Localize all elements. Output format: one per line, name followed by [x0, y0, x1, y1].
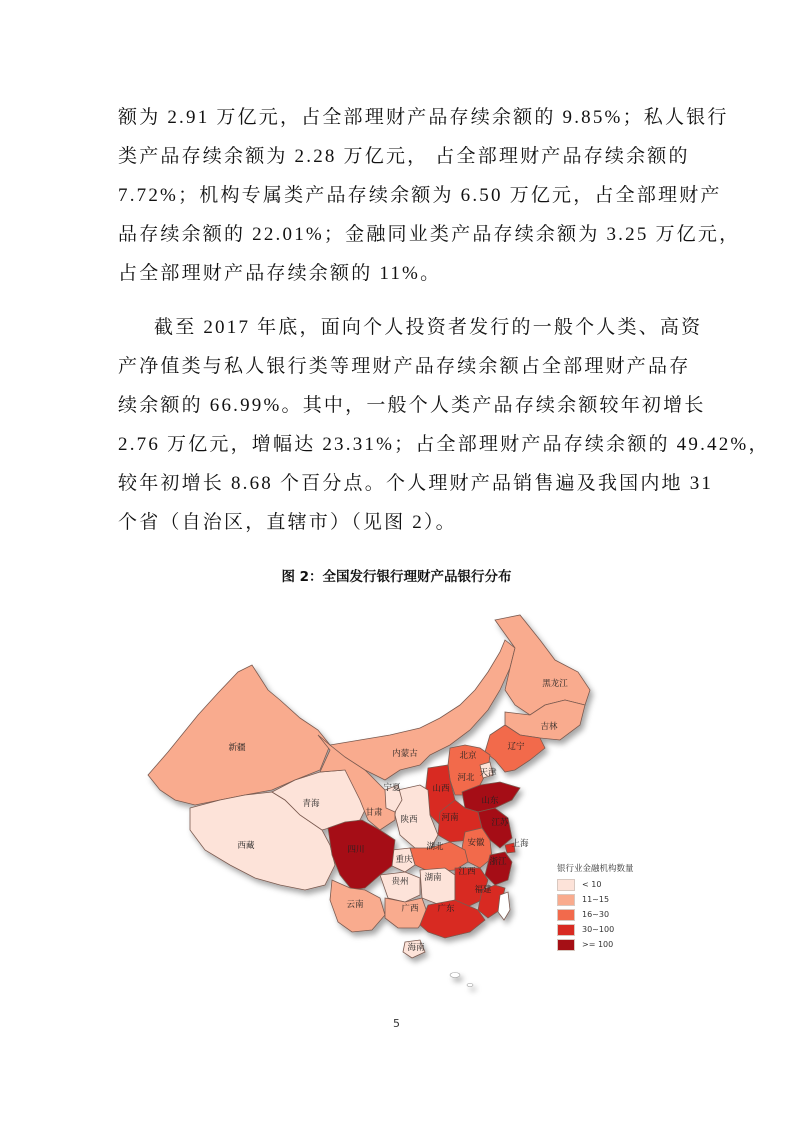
- legend-swatch: [557, 879, 575, 891]
- text-line: 个省（自治区，直辖市）（见图 2）。: [118, 512, 457, 533]
- text-line: 2.76 万亿元，增幅达 23.31%；占全部理财产品存续余额的 49.42%，: [118, 434, 770, 455]
- label-fujian: 福建: [474, 885, 492, 895]
- legend-item: [557, 877, 634, 892]
- label-hebei: 河北: [457, 773, 475, 783]
- label-ningxia: 宁夏: [383, 783, 401, 793]
- island-shape: [450, 973, 460, 978]
- label-chongqing: 重庆: [395, 855, 413, 865]
- legend-label: 30~100: [582, 925, 615, 934]
- text-line: 7.72%；机构专属类产品存续余额为 6.50 万亿元，占全部理财产: [118, 185, 722, 206]
- label-shanghai: 上海: [511, 839, 529, 849]
- text-line: 产净值类与私人银行类等理财产品存续余额占全部理财产品存: [118, 356, 691, 377]
- label-jiangxi: 江西: [458, 867, 476, 877]
- text-line: 续余额的 66.99%。其中，一般个人类产品存续余额较年初增长: [118, 395, 706, 416]
- label-shanxi: 山西: [432, 784, 450, 794]
- label-guangdong: 广东: [437, 904, 455, 914]
- text-line: 额为 2.91 万亿元，占全部理财产品存续余额的 9.85%；私人银行: [118, 107, 729, 128]
- label-neimenggu: 内蒙古: [392, 749, 418, 759]
- legend-label: < 10: [582, 880, 602, 889]
- label-shandong: 山东: [481, 796, 499, 806]
- paragraph-2: [118, 308, 770, 542]
- page-number: 5: [393, 1017, 400, 1030]
- label-jiangsu: 江苏: [491, 818, 509, 828]
- legend-label: 16~30: [582, 910, 610, 919]
- label-gansu: 甘肃: [365, 808, 383, 818]
- legend-swatch: [557, 894, 575, 906]
- legend-item: [557, 937, 634, 952]
- legend-swatch: [557, 924, 575, 936]
- label-hunan: 湖南: [424, 873, 442, 883]
- label-zhejiang: 浙江: [489, 857, 507, 867]
- label-hubei: 湖北: [426, 842, 444, 852]
- legend-item: [557, 892, 634, 907]
- island-taiwan: [498, 892, 510, 920]
- label-shaanxi: 陕西: [400, 815, 418, 825]
- label-heilongjiang: 黑龙江: [542, 679, 568, 689]
- legend-item: [557, 922, 634, 937]
- label-jilin: 吉林: [540, 722, 558, 732]
- label-yunnan: 云南: [346, 900, 364, 910]
- legend-item: [557, 907, 634, 922]
- label-guangxi: 广西: [401, 904, 419, 914]
- legend-swatch: [557, 939, 575, 951]
- legend-swatch: [557, 909, 575, 921]
- legend-title: 银行业金融机构数量: [557, 864, 634, 874]
- label-qinghai: 青海: [302, 799, 320, 809]
- label-tianjin: 天津: [479, 768, 497, 778]
- label-hainan: 海南: [407, 943, 425, 953]
- text-line: 占全部理财产品存续余额的 11%。: [118, 263, 442, 284]
- map-legend: [557, 862, 634, 952]
- legend-label: >= 100: [582, 940, 614, 949]
- paragraph-1: [118, 98, 741, 293]
- legend-label: 11~15: [582, 895, 610, 904]
- label-guizhou: 贵州: [391, 877, 409, 887]
- text-line: 截至 2017 年底，面向个人投资者发行的一般个人类、高资: [154, 317, 703, 338]
- figure-caption: 图 2：全国发行银行理财产品银行分布: [281, 569, 512, 585]
- label-xinjiang: 新疆: [228, 743, 246, 753]
- text-line: 类产品存续余额为 2.28 万亿元， 占全部理财产品存续余额的: [118, 146, 690, 167]
- label-anhui: 安徽: [467, 838, 485, 848]
- label-henan: 河南: [441, 813, 459, 823]
- label-xizang: 西藏: [237, 841, 255, 851]
- label-beijing: 北京: [459, 751, 477, 761]
- island-shape: [467, 984, 473, 987]
- label-sichuan: 四川: [347, 845, 365, 855]
- text-line: 较年初增长 8.68 个百分点。个人理财产品销售遍及我国内地 31: [118, 473, 714, 494]
- text-line: 品存续余额的 22.01%；金融同业类产品存续余额为 3.25 万亿元，: [118, 224, 741, 245]
- label-liaoning: 辽宁: [507, 742, 525, 752]
